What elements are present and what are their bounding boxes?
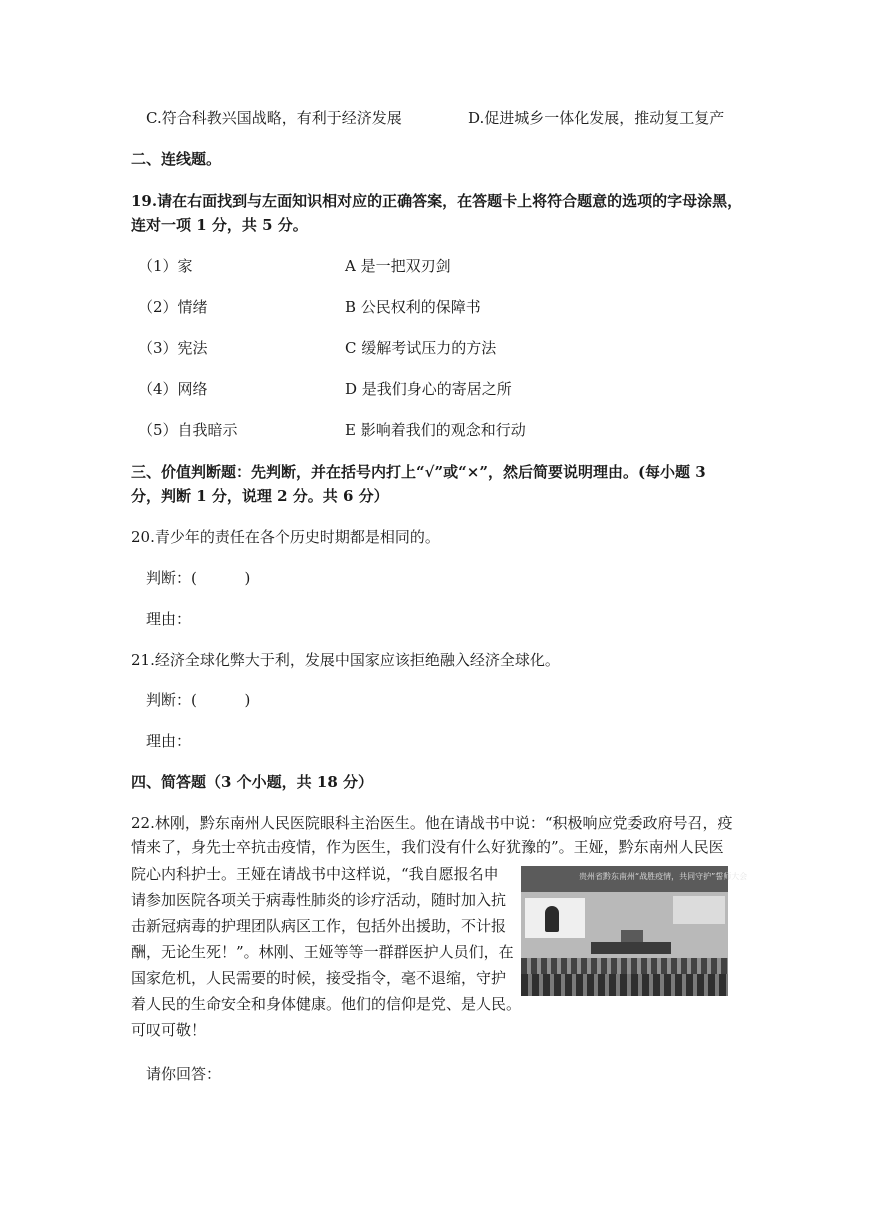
section3-heading-line1: 三、价值判断题：先判断，并在括号内打上“√”或“×”，然后简要说明理由。(每小题 3 [131,463,706,481]
q19-text-line2: 连对一项 1 分，共 5 分。 [131,216,308,234]
photo-banner-text: 贵州省黔东南州“战胜疫情，共同守护”誓师大会 [579,872,748,881]
left-item-5: （5）自我暗示 [138,421,238,439]
q22-line: 可叹可敬！ [131,1021,207,1039]
section2-heading: 二、连线题。 [131,150,222,168]
right-item-b: B 公民权利的保障书 [345,298,481,316]
q22-line: 22.林刚，黔东南州人民医院眼科主治医生。他在请战书中说：“积极响应党委政府号召，疫 [131,814,733,832]
right-item-a: A 是一把双刃剑 [345,257,451,275]
photo-stage [591,942,671,954]
left-item-2: （2）情绪 [138,298,208,316]
section4-heading: 四、简答题（3 个小题，共 18 分） [131,773,373,791]
left-item-1: （1）家 [138,257,193,275]
q20-judge: 判断：( ) [146,569,251,587]
q22-line: 国家危机，人民需要的时候，接受指令，毫不退缩，守护 [131,969,507,987]
q22-line: 击新冠病毒的护理团队病区工作，包括外出援助，不计报 [131,917,507,935]
left-item-3: （3）宪法 [138,339,208,357]
photo-audience-front [521,974,728,996]
q20-reason: 理由： [146,610,192,628]
option-c: C.符合科教兴国战略，有利于经济发展 [146,109,402,127]
answer-prompt: 请你回答： [146,1065,222,1083]
q19-text-line1: 19.请在右面找到与左面知识相对应的正确答案，在答题卡上将符合题意的选项的字母涂黑， [131,192,743,210]
q21-text: 21.经济全球化弊大于利，发展中国家应该拒绝融入经济全球化。 [131,651,560,669]
photo-speaker [545,906,559,932]
q22-line: 着人民的生命安全和身体健康。他们的信仰是党、是人民。 [131,995,522,1013]
q22-line: 院心内科护士。王娅在请战书中这样说，“我自愿报名申 [131,865,499,883]
q22-line: 请参加医院各项关于病毒性肺炎的诊疗活动，随时加入抗 [131,891,507,909]
right-item-c: C 缓解考试压力的方法 [345,339,497,357]
meeting-photo [521,866,748,996]
left-item-4: （4）网络 [138,380,208,398]
right-item-e: E 影响着我们的观念和行动 [345,421,526,439]
q22-line: 情来了，身先士卒抗击疫情，作为医生，我们没有什么好犹豫的”。王娅，黔东南州人民医 [131,838,724,856]
q21-judge: 判断：( ) [146,691,251,709]
photo-screen-right [673,896,725,924]
section3-heading-line2: 分，判断 1 分，说理 2 分。共 6 分） [131,487,389,505]
q20-text: 20.青少年的责任在各个历史时期都是相同的。 [131,528,440,546]
q22-line: 酬，无论生死！”。林刚、王娅等等一群群医护人员们，在 [131,943,514,961]
option-d: D.促进城乡一体化发展，推动复工复产 [468,109,725,127]
q21-reason: 理由： [146,732,192,750]
right-item-d: D 是我们身心的寄居之所 [345,380,512,398]
